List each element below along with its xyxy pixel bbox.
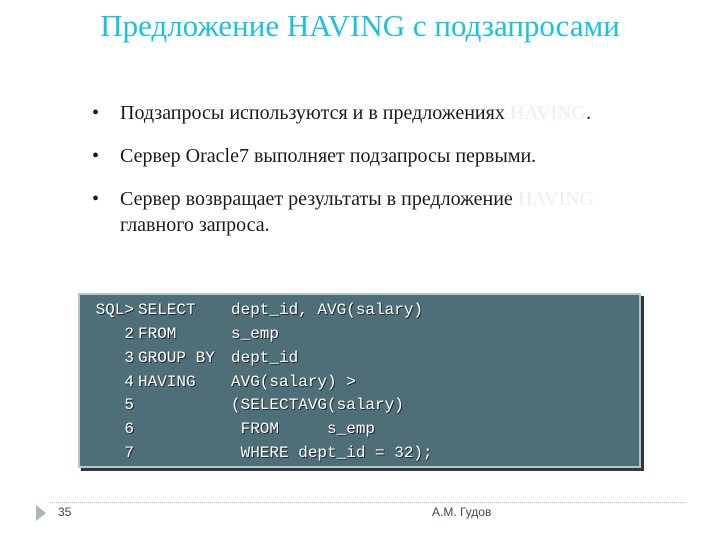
page-number: 35 (58, 505, 72, 519)
footer-divider (50, 502, 685, 503)
bullet-dot-icon: • (92, 145, 100, 167)
bullet-item (92, 186, 652, 238)
line-prefix: 5 (124, 396, 134, 414)
sql-keyword: HAVING (138, 373, 196, 391)
code-line (80, 299, 639, 321)
code-line (80, 418, 639, 440)
code-line (80, 442, 639, 464)
bullet-keyword: HAVING (517, 188, 595, 210)
sql-argument: dept_id, AVG(salary) (231, 301, 424, 319)
code-line (80, 323, 639, 345)
bullet-dot-icon: • (92, 102, 100, 124)
bullet-dot-icon: • (92, 188, 100, 210)
bullet-text-tail: главного запроса. (120, 214, 270, 236)
slide-title: Предложение HAVING с подзапросами (100, 8, 620, 43)
sql-keyword: FROM (138, 325, 177, 343)
sql-keyword: GROUP BY (138, 349, 215, 367)
sql-argument: WHERE dept_id = 32); (231, 444, 433, 462)
code-line (80, 371, 639, 393)
sql-keyword: SELECT (138, 301, 196, 319)
line-prefix: 7 (124, 444, 134, 462)
code-line (80, 394, 639, 416)
line-prefix: 2 (124, 325, 134, 343)
line-prefix: 4 (124, 373, 134, 391)
bullet-text-tail: . (586, 102, 592, 124)
sql-argument: AVG(salary) > (231, 373, 356, 391)
bullet-text: Подзапросы используются и в предложениях (120, 102, 510, 124)
line-prefix: 6 (124, 420, 134, 438)
bullet-text: Сервер возвращает результаты в предложение (120, 188, 518, 210)
line-prefix: SQL> (95, 301, 134, 319)
bullet-item (92, 100, 652, 126)
line-prefix: 3 (124, 349, 134, 367)
bullet-text: Сервер Oracle7 выполняет подзапросы первыми. (120, 145, 537, 167)
sql-argument: s_emp (231, 325, 280, 343)
triangle-right-icon[interactable] (36, 505, 46, 521)
code-line (80, 347, 639, 369)
sql-argument: (SELECTAVG(salary) (231, 396, 404, 414)
sql-argument: dept_id (231, 349, 299, 367)
author-name: А.М. Гудов (432, 505, 492, 519)
sql-code-block (78, 293, 641, 468)
bullet-item (92, 143, 652, 169)
sql-argument: FROM s_emp (231, 420, 376, 438)
bullet-keyword: HAVING (509, 102, 587, 124)
bullet-list (92, 100, 652, 255)
